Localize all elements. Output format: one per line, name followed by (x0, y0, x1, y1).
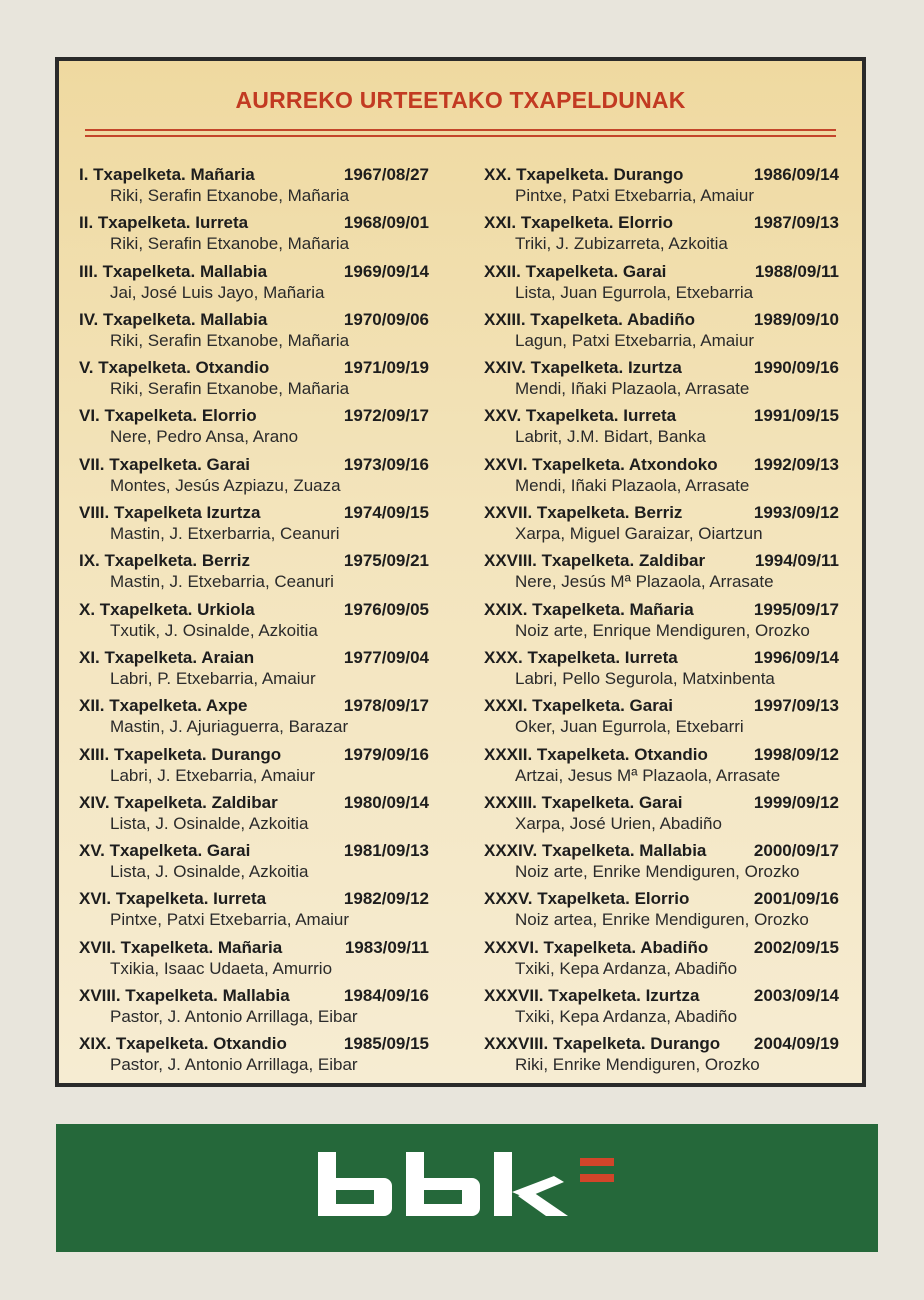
championship-entry (484, 165, 839, 213)
championship-entry (79, 551, 429, 599)
event-date: 2003/09/14 (753, 986, 839, 1006)
event-date: 1981/09/13 (343, 841, 429, 861)
event-date: 1982/09/12 (343, 889, 429, 909)
event-date: 1985/09/15 (343, 1034, 429, 1054)
event-date: 1971/09/19 (343, 358, 429, 378)
championship-entry (484, 938, 839, 986)
championship-entry (79, 889, 429, 937)
entry-heading (79, 503, 429, 523)
entry-heading (484, 358, 839, 378)
winner-text: Noiz arte, Enrike Mendiguren, Orozko (515, 862, 800, 882)
event-date: 1973/09/16 (343, 454, 429, 474)
championship-entry (484, 889, 839, 937)
championship-entry (79, 455, 429, 503)
event-date: 2001/09/16 (753, 889, 839, 909)
entry-heading (79, 889, 429, 909)
divider-line (85, 129, 836, 131)
championship-entry (484, 986, 839, 1034)
event-name: XV. Txapelketa. Garai (79, 841, 251, 861)
event-name: XIII. Txapelketa. Durango (79, 744, 282, 764)
winner-text: Labri, Pello Segurola, Matxinbenta (515, 668, 775, 688)
championship-entry (79, 1034, 429, 1082)
winner-text: Mastin, J. Ajuriaguerra, Barazar (110, 717, 349, 737)
entry-heading (79, 696, 429, 716)
winner-text: Lista, J. Osinalde, Azkoitia (110, 862, 309, 882)
entry-heading (79, 938, 429, 958)
event-date: 1988/09/11 (754, 261, 839, 281)
entry-heading (79, 310, 429, 330)
championship-entry (484, 551, 839, 599)
event-name: XXXVII. Txapelketa. Izurtza (484, 986, 700, 1006)
entry-heading (79, 1034, 429, 1054)
event-name: VII. Txapelketa. Garai (79, 454, 251, 474)
event-date: 1984/09/16 (343, 986, 429, 1006)
championship-entry (79, 213, 429, 261)
event-name: IX. Txapelketa. Berriz (79, 551, 251, 571)
entry-heading (484, 1034, 839, 1054)
event-date: 1991/09/15 (753, 406, 839, 426)
event-date: 1990/09/16 (753, 358, 839, 378)
entry-heading (79, 841, 429, 861)
event-date: 1974/09/15 (343, 503, 429, 523)
entry-heading (484, 648, 839, 668)
event-name: XXVII. Txapelketa. Berriz (484, 503, 683, 523)
championship-entry (484, 600, 839, 648)
event-name: XII. Txapelketa. Axpe (79, 696, 248, 716)
event-date: 1972/09/17 (343, 406, 429, 426)
championship-entry (484, 262, 839, 310)
championship-entry (79, 793, 429, 841)
event-name: I. Txapelketa. Mañaria (79, 165, 255, 184)
event-date: 1993/09/12 (753, 503, 839, 523)
championship-entry (484, 745, 839, 793)
entry-heading (79, 406, 429, 426)
championship-entry (79, 600, 429, 648)
event-date: 1980/09/14 (343, 792, 429, 812)
event-date: 1992/09/13 (753, 454, 839, 474)
page-title: AURREKO URTEETAKO TXAPELDUNAK (235, 87, 686, 113)
championship-entry (79, 841, 429, 889)
event-date: 2000/09/17 (753, 841, 839, 861)
winner-text: Mastin, J. Etxerbarria, Ceanuri (110, 524, 340, 544)
winner-text: Pastor, J. Antonio Arrillaga, Eibar (110, 1007, 358, 1027)
event-name: XIX. Txapelketa. Otxandio (79, 1034, 287, 1054)
championship-entry (484, 213, 839, 261)
entry-heading (484, 262, 839, 282)
entry-heading (484, 310, 839, 330)
event-name: XXXVIII. Txapelketa. Durango (484, 1034, 721, 1054)
event-date: 1995/09/17 (753, 599, 839, 619)
event-name: XVI. Txapelketa. Iurreta (79, 889, 267, 909)
event-date: 1998/09/12 (753, 744, 839, 764)
entry-heading (484, 696, 839, 716)
championship-entry (484, 1034, 839, 1082)
winner-text: Triki, J. Zubizarreta, Azkoitia (515, 234, 728, 254)
event-name: X. Txapelketa. Urkiola (79, 599, 255, 619)
winner-text: Mendi, Iñaki Plazaola, Arrasate (515, 379, 750, 399)
championship-entry (484, 310, 839, 358)
event-date: 1978/09/17 (343, 696, 429, 716)
winner-text: Riki, Enrike Mendiguren, Orozko (515, 1055, 760, 1075)
championship-entry (79, 262, 429, 310)
event-name: XXIII. Txapelketa. Abadiño (484, 309, 695, 329)
event-date: 1976/09/05 (343, 599, 429, 619)
event-date: 1968/09/01 (343, 213, 429, 233)
championship-entry (484, 358, 839, 406)
championship-entry (79, 745, 429, 793)
winner-text: Txiki, Kepa Ardanza, Abadiño (515, 958, 738, 978)
entry-heading (79, 648, 429, 668)
event-date: 2002/09/15 (753, 937, 839, 957)
winner-text: Nere, Pedro Ansa, Arano (110, 427, 299, 447)
winner-text: Pastor, J. Antonio Arrillaga, Eibar (110, 1055, 358, 1075)
winner-text: Jai, José Luis Jayo, Mañaria (110, 282, 325, 302)
entry-heading (484, 551, 839, 571)
event-name: XXXIV. Txapelketa. Mallabia (484, 841, 707, 861)
event-name: VIII. Txapelketa Izurtza (79, 503, 261, 523)
champions-card (55, 57, 866, 1087)
bbk-logo (318, 1152, 618, 1224)
event-name: XXXIII. Txapelketa. Garai (484, 792, 683, 812)
winner-text: Labri, P. Etxebarria, Amaiur (110, 668, 316, 688)
entry-heading (79, 745, 429, 765)
event-name: VI. Txapelketa. Elorrio (79, 406, 257, 426)
winner-text: Riki, Serafin Etxanobe, Mañaria (110, 379, 350, 399)
winner-text: Labrit, J.M. Bidart, Banka (515, 427, 706, 447)
entry-heading (484, 889, 839, 909)
entry-heading (79, 986, 429, 1006)
event-date: 2004/09/19 (753, 1034, 839, 1054)
championship-entry (79, 986, 429, 1034)
event-name: II. Txapelketa. Iurreta (79, 213, 249, 233)
championship-entry (79, 358, 429, 406)
winner-text: Artzai, Jesus Mª Plazaola, Arrasate (515, 765, 781, 785)
winner-text: Lagun, Patxi Etxebarria, Amaiur (515, 330, 755, 350)
championship-entry (484, 455, 839, 503)
winner-text: Riki, Serafin Etxanobe, Mañaria (110, 234, 350, 254)
entry-heading (484, 745, 839, 765)
event-name: XX. Txapelketa. Durango (484, 165, 684, 184)
championship-entry (484, 841, 839, 889)
winner-text: Montes, Jesús Azpiazu, Zuaza (110, 475, 341, 495)
entry-heading (484, 165, 839, 185)
entry-heading (79, 455, 429, 475)
winner-text: Mendi, Iñaki Plazaola, Arrasate (515, 475, 750, 495)
winner-text: Txikia, Isaac Udaeta, Amurrio (110, 958, 333, 978)
winner-text: Nere, Jesús Mª Plazaola, Arrasate (515, 572, 774, 592)
championship-entry (79, 938, 429, 986)
championship-entry (79, 696, 429, 744)
event-date: 1979/09/16 (343, 744, 429, 764)
event-name: III. Txapelketa. Mallabia (79, 261, 268, 281)
championship-entry (484, 503, 839, 551)
event-date: 1999/09/12 (753, 792, 839, 812)
championship-entry (484, 406, 839, 454)
entry-heading (79, 213, 429, 233)
bbk-banner (56, 1124, 878, 1252)
entry-heading (484, 213, 839, 233)
entry-heading (484, 841, 839, 861)
winner-text: Xarpa, José Urien, Abadiño (515, 813, 722, 833)
winner-text: Labri, J. Etxebarria, Amaiur (110, 765, 316, 785)
event-date: 1975/09/21 (343, 551, 429, 571)
event-name: XXXI. Txapelketa. Garai (484, 696, 673, 716)
event-name: XXIV. Txapelketa. Izurtza (484, 358, 682, 378)
event-name: V. Txapelketa. Otxandio (79, 358, 270, 378)
entry-heading (484, 986, 839, 1006)
entry-heading (79, 262, 429, 282)
championship-entry (79, 310, 429, 358)
divider-line (85, 135, 836, 137)
event-date: 1987/09/13 (753, 213, 839, 233)
event-date: 1977/09/04 (343, 647, 429, 667)
championship-entry (79, 406, 429, 454)
event-date: 1970/09/06 (343, 309, 429, 329)
event-name: XXXV. Txapelketa. Elorrio (484, 889, 690, 909)
event-date: 1967/08/27 (343, 165, 429, 184)
event-name: XXIX. Txapelketa. Mañaria (484, 599, 694, 619)
event-name: XXXVI. Txapelketa. Abadiño (484, 937, 709, 957)
winner-text: Noiz arte, Enrique Mendiguren, Orozko (515, 620, 810, 640)
winner-text: Oker, Juan Egurrola, Etxebarri (515, 717, 744, 737)
entry-heading (484, 455, 839, 475)
event-name: XXI. Txapelketa. Elorrio (484, 213, 673, 233)
winner-text: Noiz artea, Enrike Mendiguren, Orozko (515, 910, 809, 930)
winner-text: Lista, J. Osinalde, Azkoitia (110, 813, 309, 833)
championship-entry (484, 793, 839, 841)
winner-text: Txiki, Kepa Ardanza, Abadiño (515, 1007, 738, 1027)
event-date: 1994/09/11 (754, 551, 839, 571)
event-name: XXXII. Txapelketa. Otxandio (484, 744, 708, 764)
winner-text: Riki, Serafin Etxanobe, Mañaria (110, 330, 350, 350)
event-name: XXII. Txapelketa. Garai (484, 261, 667, 281)
event-date: 1986/09/14 (753, 165, 839, 184)
entry-heading (79, 600, 429, 620)
event-name: XVII. Txapelketa. Mañaria (79, 937, 283, 957)
event-name: XXX. Txapelketa. Iurreta (484, 647, 678, 667)
event-name: XXVI. Txapelketa. Atxondoko (484, 454, 718, 474)
championship-entry (484, 648, 839, 696)
entry-heading (484, 793, 839, 813)
event-date: 1989/09/10 (753, 309, 839, 329)
event-date: 1969/09/14 (343, 261, 429, 281)
event-date: 1983/09/11 (344, 937, 429, 957)
event-name: XIV. Txapelketa. Zaldibar (79, 792, 278, 812)
entry-heading (79, 793, 429, 813)
entry-heading (484, 503, 839, 523)
entry-heading (79, 165, 429, 185)
event-date: 1997/09/13 (753, 696, 839, 716)
event-date: 1996/09/14 (753, 647, 839, 667)
event-name: XVIII. Txapelketa. Mallabia (79, 986, 290, 1006)
entry-heading (79, 551, 429, 571)
championship-entry (79, 503, 429, 551)
winner-text: Xarpa, Miguel Garaizar, Oiartzun (515, 524, 763, 544)
event-name: XI. Txapelketa. Araian (79, 647, 255, 667)
event-name: XXV. Txapelketa. Iurreta (484, 406, 677, 426)
winner-text: Pintxe, Patxi Etxebarria, Amaiur (110, 910, 350, 930)
right-column (484, 165, 839, 1083)
entry-heading (484, 600, 839, 620)
championship-entry (79, 165, 429, 213)
left-column (79, 165, 429, 1083)
event-name: IV. Txapelketa. Mallabia (79, 309, 268, 329)
championship-entry (484, 696, 839, 744)
winner-text: Riki, Serafin Etxanobe, Mañaria (110, 186, 350, 205)
winner-text: Mastin, J. Etxebarria, Ceanuri (110, 572, 334, 592)
winner-text: Txutik, J. Osinalde, Azkoitia (110, 620, 318, 640)
winner-text: Lista, Juan Egurrola, Etxebarria (515, 282, 754, 302)
event-name: XXVIII. Txapelketa. Zaldibar (484, 551, 706, 571)
entry-heading (484, 938, 839, 958)
entry-heading (484, 406, 839, 426)
winner-text: Pintxe, Patxi Etxebarria, Amaiur (515, 186, 755, 205)
entry-heading (79, 358, 429, 378)
championship-entry (79, 648, 429, 696)
